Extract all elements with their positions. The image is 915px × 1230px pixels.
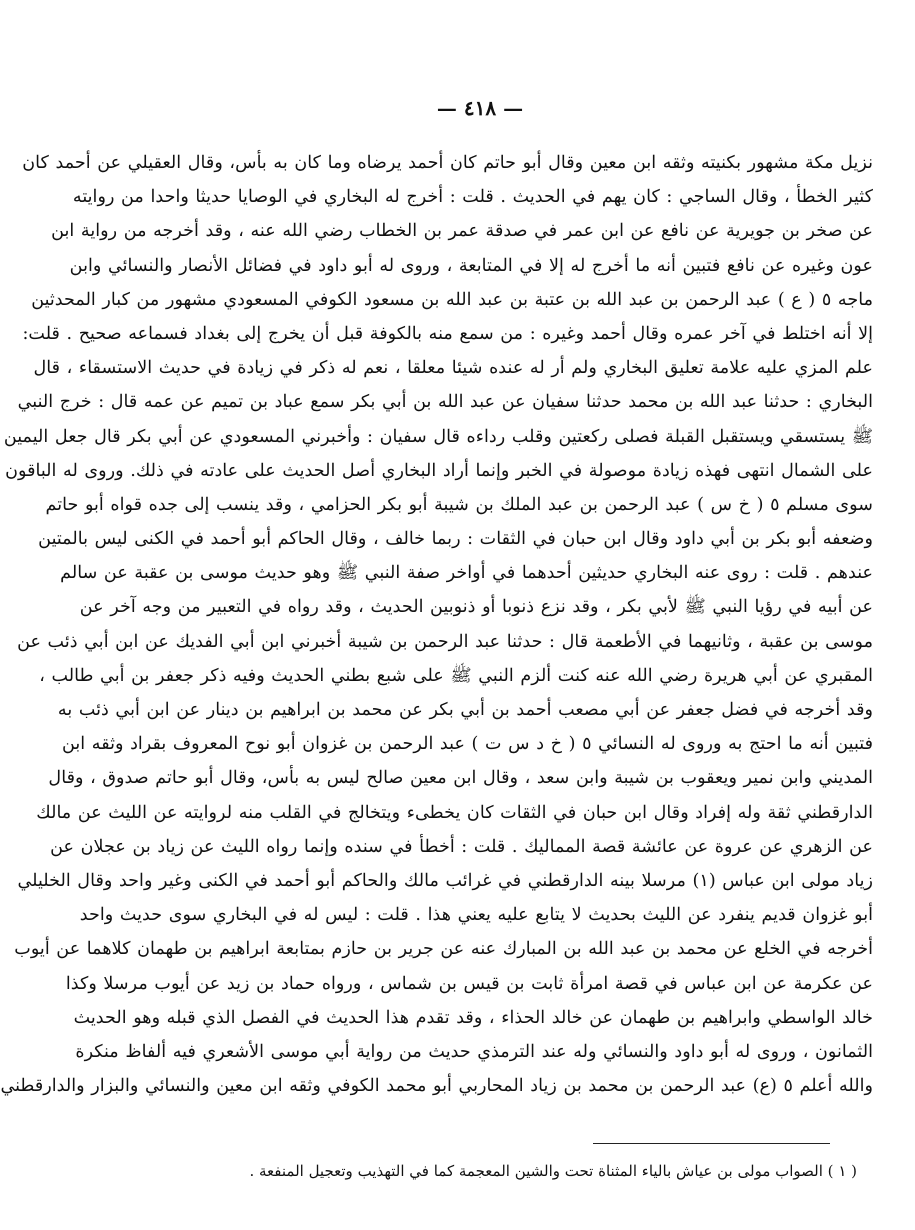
text-line: ﷺ يستسقي ويستقبل القبلة فصلى ركعتين وقلب رداءه قال سفيان : وأخبرني المسعودي عن أبي بكر قال جعل اليمين [3,426,873,447]
text-line: وقد أخرجه في فضل جعفر عن أبي مصعب أحمد بن أبي بكر عن محمد بن ابراهيم بن دينار عن ابن أبي ذئب به [57,700,873,720]
text-line: خالد الواسطي وابراهيم بن طهمان عن خالد الحذاء ، وقد تقدم هذا الحديث في الفصل الذي قبله وهو الحديث [73,1007,873,1028]
text-line: نزيل مكة مشهور بكنيته وثقه ابن معين وقال أبو حاتم كان أحمد يرضاه وما كان به بأس، وقال العقيلي عن أحمد كان [22,153,873,173]
text-line: الثمانون ، وروى له أبو داود والنسائي وله عند الترمذي حديث من رواية أبي موسى الأشعري فيه ألفاظ منكرة [75,1041,873,1062]
text-line: أبو غزوان قديم ينفرد عن الليث بحديث لا يتابع عليه يعني هذا . قلت : ليس له في البخاري سوى حديث واحد [79,905,873,926]
footnote-separator [593,1143,830,1144]
text-line: سوى مسلم ٥ ( خ س ) عبد الرحمن بن عبد الملك بن شيبة أبو بكر الحزامي ، وقد ينسب إلى جده قواه أبو حاتم [45,494,873,515]
text-line: عن أبيه في رؤيا النبي ﷺ لأبي بكر ، وقد نزع ذنوبا أو ذنوبين الحديث ، وقد رواه في التعبير من وجه آخر عن [79,597,873,618]
text-line: زياد مولى ابن عباس (١) مرسلا بينه الدارقطني في غرائب مالك والحاكم أبو أحمد في الكنى وغير واحد وقال الخليلي [17,870,873,891]
text-line: أخرجه في الخلع عن محمد بن عبد الله بن المبارك عنه عن جرير بن حازم بمتابعة ابراهيم بن طهمان كلاهما عن أيوب [14,939,873,960]
text-line: كثير الخطأ ، وقال الساجي : كان يهم في الحديث . قلت : أخرج له البخاري في الوصايا حديثا واحدا من روايته [72,187,873,208]
text-line: علم المزي عليه علامة تعليق البخاري ولم أر له عنده شيئا معلقا ، نعم له ذكر في زيادة في حديث الاستسقاء ، قال [33,358,873,379]
text-line: موسى بن عقبة ، وثانيهما في الأطعمة قال : حدثنا عبد الرحمن بن شيبة أخبرني ابن أبي الفديك عن ابن أبي ذئب عن [17,631,873,652]
text-line: المديني وابن نمير ويعقوب بن شيبة وابن سعد ، وقال ابن معين صالح ليس به بأس، وقال أبو حاتم صدوق ، وقال [48,768,873,789]
text-line: وضعفه أبو بكر بن أبي داود وقال ابن حبان في الثقات : ربما خالف ، وقال الحاكم أبو أحمد في الكنى ليس بالمتين [38,529,873,550]
text-line: ماجه ٥ ( ع ) عبد الرحمن بن عبد الله بن عتبة بن عبد الله بن مسعود الكوفي المسعودي مشهور من كبار المحدثين [31,289,873,310]
text-line: عون وغيره عن نافع فتبين أنه ما أخرج له إلا في المتابعة ، وروى له أبو داود في فضائل الأنصار والنسائي وابن [69,255,873,276]
text-line: المقبري عن أبي هريرة رضي الله عنه كنت ألزم النبي ﷺ على شبع بطني الحديث وفيه ذكر جعفر بن أبي طالب ، [39,665,873,686]
text-line: عندهم . قلت : روى عنه البخاري حديثين أحدهما في أواخر صفة النبي ﷺ وهو حديث موسى بن عقبة عن سالم [60,563,873,584]
text-line: إلا أنه اختلط في آخر عمره وقال أحمد وغيره : من سمع منه بالكوفة قبل أن يخرج إلى بغداد فسماعه صحيح . قلت: [22,323,873,344]
text-line: الدارقطني ثقة وله إفراد وقال ابن حبان في الثقات كان يخطىء ويتخالج في القلب منه لروايته عن الليث عن مالك [36,802,873,823]
text-line: فتبين أنه ما احتج به وروى له النسائي ٥ ( خ د س ت ) عبد الرحمن بن غزوان أبو نوح المعروف بقراد وثقه ابن [62,734,873,755]
main-text [0,146,873,1103]
text-line: عن الزهري عن عروة عن عائشة قصة المماليك . قلت : أخطأ في سنده وإنما رواه الليث عن زياد بن عجلان عن [50,836,873,857]
page-number: — ٤١٨ — [436,96,524,120]
footnote: ( ١ ) الصواب مولى بن عياش بالياء المثناة تحت والشين المعجمة كما في التهذيب وتعجيل المنفعة . [249,1162,857,1180]
text-line: على الشمال انتهى فهذه زيادة موصولة في الخبر وإنما أراد البخاري أصل الحديث على عادته في ذلك. وروى له الباقون [5,460,873,481]
text-line: البخاري : حدثنا عبد الله بن محمد حدثنا سفيان عن عبد الله بن أبي بكر سمع عباد بن تميم عن عمه قال : خرج النبي [17,392,873,413]
text-line: عن صخر بن جويرية عن نافع عن ابن عمر في صدقة عمر بن الخطاب رضي الله عنه ، وقد أخرجه من رواية ابن [51,221,873,242]
text-line: والله أعلم ٥ (ع) عبد الرحمن بن محمد بن زياد المحاربي أبو محمد الكوفي وثقه ابن معين والنسائي والبزار والدارقطني [0,1076,873,1097]
text-line: عن عكرمة عن ابن عباس في قصة امرأة ثابت بن قيس بن شماس ، ورواه حماد بن زيد عن أيوب مرسلا وكذا [65,973,873,994]
